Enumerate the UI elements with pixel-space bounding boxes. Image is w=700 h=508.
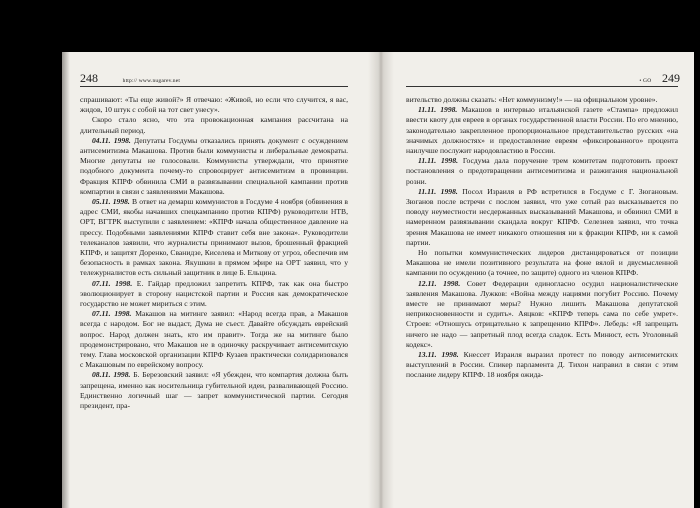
left-running-head: http:// www.nugarev.net [122,78,181,84]
paragraph [406,350,678,381]
entry-date: 11.11. 1998. [418,186,458,196]
page-edge-shadow [62,52,70,508]
book-spread [62,52,694,508]
paragraph-text: Макашов на митинге заявил: «Народ всегда прав, а Макашов всегда с народом. Бог не выдаст, Дума не съест. Давайте обсуждать еврейский вопрос. Народ должен знать, кто им правит». Тогда же на митинге было продемонстрировано, что Макашов не в одиночку раскручивает антисемитскую тему. Глава московской организации КПРФ Кузаев практически солидаризовался с Макашовым по еврейскому вопросу. [80,309,349,370]
paragraph [80,197,348,279]
paragraph-text: Госдума дала поручение трем комитетам подготовить проект постановления о предотвращении антисемитизма и разжигания национальной розни. [406,156,678,186]
paragraph-text: Е. Гайдар предложил запретить КПРФ, так как она быстро эволюционирует в сторону нацистской партии и Россия как демократическое государство не может мириться с этим. [80,278,348,309]
paragraph-text: В ответ на демарш коммунистов в Госдуме 4 ноября (обвинения в адрес СМИ, якобы начавших спецкампанию против КПРФ) руководители НТВ, ОРТ, ВГТРК выступили с заявлением: «КПРФ начала общественное давление на прессу. Подобными заявлениями КПРФ ставит себя вне закона». Руководители телеканалов заявили, что журналисты принимают вызов, брошенный фракцией КПРФ, и защитят Доренко, Сванидзе, Киселева и Миткову от угроз, обеспечив им безопасность в рамках закона. Якушкин в прямом эфире на ОРТ заявил, что у тележурналистов есть сильный защитник в лице Б. Ельцина. [80,197,348,278]
paragraph [80,279,348,310]
paragraph-text: Посол Израиля в РФ встретился в Госдуме с Г. Зюгановым. Зюганов после встречи с послом заявил, что уже сотый раз высказывается по поводу неуместности несдержанных высказываний Макашова, и обвинил СМИ в намеренном развязывании скандала вокруг КПРФ. Селезнев заявил, что точка зрения Макашова не имеет никакого отношения ни к фракции КПРФ, ни к самой партии. [406,186,678,247]
entry-date: 11.11. 1998. [418,156,459,166]
right-page-header [639,71,680,86]
paragraph-text: Скоро стало ясно, что эта провокационная кампания рассчитана на длительный период. [80,115,348,135]
entry-date: 07.11. 1998. [92,309,132,319]
right-page-number: 249 [662,71,680,85]
book-gutter [368,52,394,508]
paragraph [406,95,678,105]
entry-date: 13.11. 1998. [418,350,459,360]
paragraph [406,187,678,248]
right-page-body [406,95,678,381]
paragraph [80,309,348,370]
entry-date: 12.11. 1998. [418,278,461,288]
paragraph-text: вительство должны сказать: «Нет коммунизму!» — на официальном уровне». [406,95,658,104]
left-page [62,52,370,508]
entry-date: 08.11. 1998. [92,370,131,380]
entry-date: 05.11. 1998. [92,197,130,207]
left-page-number: 248 [80,71,98,85]
paragraph [406,248,678,279]
paragraph [406,156,678,187]
paragraph-text: спрашивают: «Ты еще живой?» Я отвечаю: «Живой, но если что случится, я вас, жидов, 10 штук с собой на тот свет унесу». [80,95,348,115]
left-page-header [80,71,180,86]
paragraph [406,279,678,350]
right-running-head: • GO [639,78,652,84]
entry-date: 04.11. 1998. [92,135,131,145]
paragraph-text: Совет Федерации единогласно осудил националистические заявления Макашова. Лужков: «Война между нациями погубит Россию. Почему вместе не принимают меры? Нужно лишить Макашова депутатской неприкосновенности и судить». Аяцков: «КПРФ теперь сама по себе умрет». Строев: «Отношусь отрицательно к запрещению КПРФ». Лебедь: «Я запрещать ничего не надо — запретный плод всегда сладок. Есть Минюст, есть Уголовный кодекс». [406,278,678,349]
header-rule [406,86,678,87]
paragraph [80,95,348,115]
header-rule [80,86,348,87]
entry-date: 11.11. 1998. [418,105,458,115]
paragraph-text: Макашов в интервью итальянской газете «Стампа» предложил ввести квоту для евреев в органах государственной власти России. По его мнению, законодательно закрепленное пропорциональное представительство русских «на значимых должностях» и предоставление евреям «фиксированного» процента наилучше послужит народовластию в России. [406,105,678,156]
paragraph-text: Кнессет Израиля выразил протест по поводу антисемитских выступлений в России. Спикер парламента Д. Тихон направил в связи с этим послание лидеру КПРФ. 18 ноября ожида- [406,350,678,380]
paragraph-text: Б. Березовский заявил: «Я убежден, что компартия должна быть запрещена, именно как носительница губительной идеи, разваливающей Россию. Единственно логичный шаг — запрет коммунистической партии. Сегодня президент, пра- [80,370,348,411]
entry-date: 07.11. 1998. [92,278,133,288]
left-page-body [80,95,348,411]
paragraph [406,105,678,156]
paragraph [80,370,348,411]
paragraph-text: Но попытки коммунистических лидеров дистанцироваться от позиции Макашова не имели позитивного результата на фоне вялой и двусмысленной кампании по осуждению (а точнее, по защите) одного из членов КПРФ. [406,248,678,278]
paragraph [80,136,348,197]
paragraph-text: Депутаты Госдумы отказались принять документ с осуждением антисемитизма Макашова. Против были коммунисты и либеральные демократы. Многие депутаты не голосовали. Коммунисты утверждали, что принятие подобного документа почему-то спровоцирует антисемитизм в провинции. Фракция КПРФ обвинила СМИ в развязывании специальной кампании против компартии в связи с заявлениями Макашова. [80,135,348,196]
paragraph [80,115,348,135]
right-page [392,52,694,508]
